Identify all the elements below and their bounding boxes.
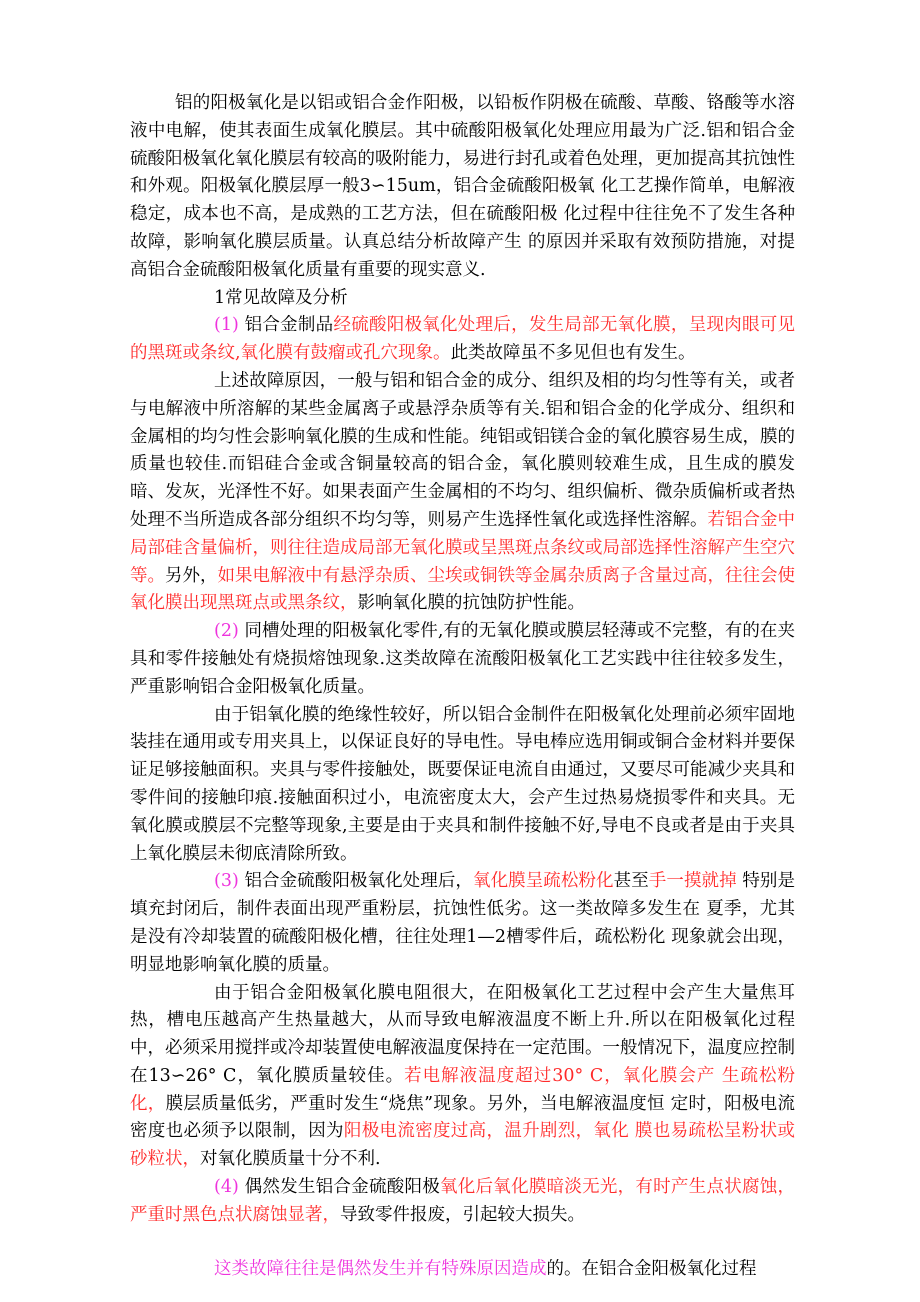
item-number-4: (4) <box>214 1177 239 1198</box>
paragraph-fault-1 <box>130 312 795 368</box>
p7-highlight-1: 若电解液温度超过30° C，氧化膜会产 生疏松粉化， <box>130 1065 795 1114</box>
paragraph-cause-3 <box>130 980 795 1175</box>
p3-text-c: 影响氧化膜的抗蚀防护性能。 <box>357 593 585 614</box>
document-body <box>130 90 795 1283</box>
p6-text-c: 特别是填充封闭后，制件表面出现严重粉层，抗蚀性低劣。这一类故障多发生在 夏季，尤其是没有冷却装置的硫酸阳极化槽，往往处理1—2槽零件后，疏松粉化 现象就会出现，明显地影响氧化膜的质量。 <box>130 871 796 975</box>
p9-text-a: 的。在铝合金阳极氧化过程 <box>546 1258 757 1279</box>
p8-text-b: 导致零件报废，引起较大损失。 <box>340 1204 585 1225</box>
p3-text-b: 另外， <box>165 565 218 586</box>
paragraph-fault-2 <box>130 618 795 701</box>
p9-highlight: 这类故障往往是偶然发生并有特殊原因造成 <box>214 1258 547 1279</box>
p2-text-a: 铝合金制品 <box>238 315 334 336</box>
p2-text-b: 此类故障虽不多见但也有发生。 <box>450 343 696 364</box>
p7-text-a: 由于铝合金阳极氧化膜电阻很大，在阳极氧化工艺过程中会产生大量焦耳热，槽电压越高产生热量越大，从而导致电解液温度不断上升.所以在阳极氧化过程中，必须采用搅拌或冷却装置使电解液温度保持在一定范围。一般情况下，温度应控制在13∽26° C，氧化膜质量较佳。 <box>130 982 795 1086</box>
paragraph-intro <box>130 90 795 285</box>
p2-highlight: 经硫酸阳极氧化处理后，发生局部无氧化膜，呈现肉眼可见的黑斑或条纹,氧化膜有鼓瘤或孔穴现象。 <box>130 315 796 364</box>
item-number-3: (3) <box>214 871 239 892</box>
paragraph-fault-4 <box>130 1174 795 1230</box>
item-number-2: (2) <box>214 621 239 642</box>
paragraph-cause-4 <box>130 1256 795 1284</box>
p7-text-b: 膜层质量低劣，严重时发生“烧焦”现象。另外，当电解液温度恒 定时，阳极电流密度也必须予以限制，因为 <box>130 1093 795 1142</box>
item-number-1: (1) <box>214 315 239 336</box>
p7-text-c: 对氧化膜质量十分不利. <box>200 1149 381 1170</box>
p4-text-a: 同槽处理的阳极氧化零件,有的无氧化膜或膜层轻薄或不完整，有的在夹具和零件接触处有烧损熔蚀现象.这类故障在流酸阳极氧化工艺实践中往往较多发生，严重影响铝合金阳极氧化质量。 <box>130 621 795 697</box>
paragraph-cause-1 <box>130 368 795 618</box>
p3-highlight-1: 若铝合金中局部硅含量偏析，则往往造成局部无氧化膜或呈黑斑点条纹或局部选择性溶解产生空穴等。 <box>130 509 795 586</box>
p6-text-b: 甚至 <box>613 871 649 892</box>
p8-highlight: 氧化后氧化膜暗淡无光，有时产生点状腐蚀，严重时黑色点状腐蚀显著， <box>130 1177 796 1225</box>
heading-text: 1常见故障及分析 <box>214 287 348 308</box>
paragraph-gap <box>130 1230 795 1256</box>
p6-highlight-1: 氧化膜呈疏松粉化 <box>472 871 614 892</box>
p6-text-a: 铝合金硫酸阳极氧化处理后， <box>238 871 473 892</box>
p6-highlight-2: 手一摸就掉 <box>648 871 737 892</box>
p3-highlight-2: 如果电解液中有悬浮杂质、尘埃或铜铁等金属杂质离子含量过高，往往会使氧化膜出现黑斑点或黑条纹， <box>130 565 795 614</box>
paragraph-cause-2 <box>130 702 795 869</box>
p3-text-a: 上述故障原因，一般与铝和铝合金的成分、组织及相的均匀性等有关，或者与电解液中所溶解的某些金属离子或悬浮杂质等有关.铝和铝合金的化学成分、组织和金属相的均匀性会影响氧化膜的生成和性能。纯铝或铝镁合金的氧化膜容易生成，膜的质量也较佳.而铝硅合金或含铜量较高的铝合金，氧化膜则较难生成，且生成的膜发暗、发灰，光泽性不好。如果表面产生金属相的不均匀、组织偏析、微杂质偏析或者热处理不当所造成各部分组织不均匀等，则易产生选择性氧化或选择性溶解。 <box>130 370 795 530</box>
p5-text: 由于铝氧化膜的绝缘性较好，所以铝合金制件在阳极氧化处理前必须牢固地装挂在通用或专用夹具上，以保证良好的导电性。导电棒应选用铜或铜合金材料并要保证足够接触面积。夹具与零件接触处，既要保证电流自由通过，又要尽可能减少夹具和零件间的接触印痕.接触面积过小，电流密度太大，会产生过热易烧损零件和夹具。无氧化膜或膜层不完整等现象,主要是由于夹具和制件接触不好,导电不良或者是由于夹具上氧化膜层未彻底清除所致。 <box>130 704 795 864</box>
intro-text: 铝的阳极氧化是以铝或铝合金作阳极，以铅板作阴极在硫酸、草酸、铬酸等水溶液中电解，使其表面生成氧化膜层。其中硫酸阳极氧化处理应用最为广泛.铝和铝合金硫酸阳极氧化氧化膜层有较高的吸附能力，易进行封孔或着色处理，更加提高其抗蚀性和外观。阳极氧化膜层厚一般3∽15um，铝合金硫酸阳极氧 化工艺操作简单，电解液稳定，成本也不高，是成熟的工艺方法，但在硫酸阳极 化过程中往往免不了发生各种故障，影响氧化膜层质量。认真总结分析故障产生 的原因并采取有效预防措施，对提高铝合金硫酸阳极氧化质量有重要的现实意义. <box>130 93 795 280</box>
p7-highlight-2: 阳极电流密度过高，温升剧烈，氧化 膜也易疏松呈粉状或砂粒状， <box>130 1121 796 1170</box>
p8-text-a: 偶然发生铝合金硫酸阳极 <box>238 1177 441 1198</box>
paragraph-fault-3 <box>130 868 795 979</box>
section-heading <box>130 285 795 313</box>
